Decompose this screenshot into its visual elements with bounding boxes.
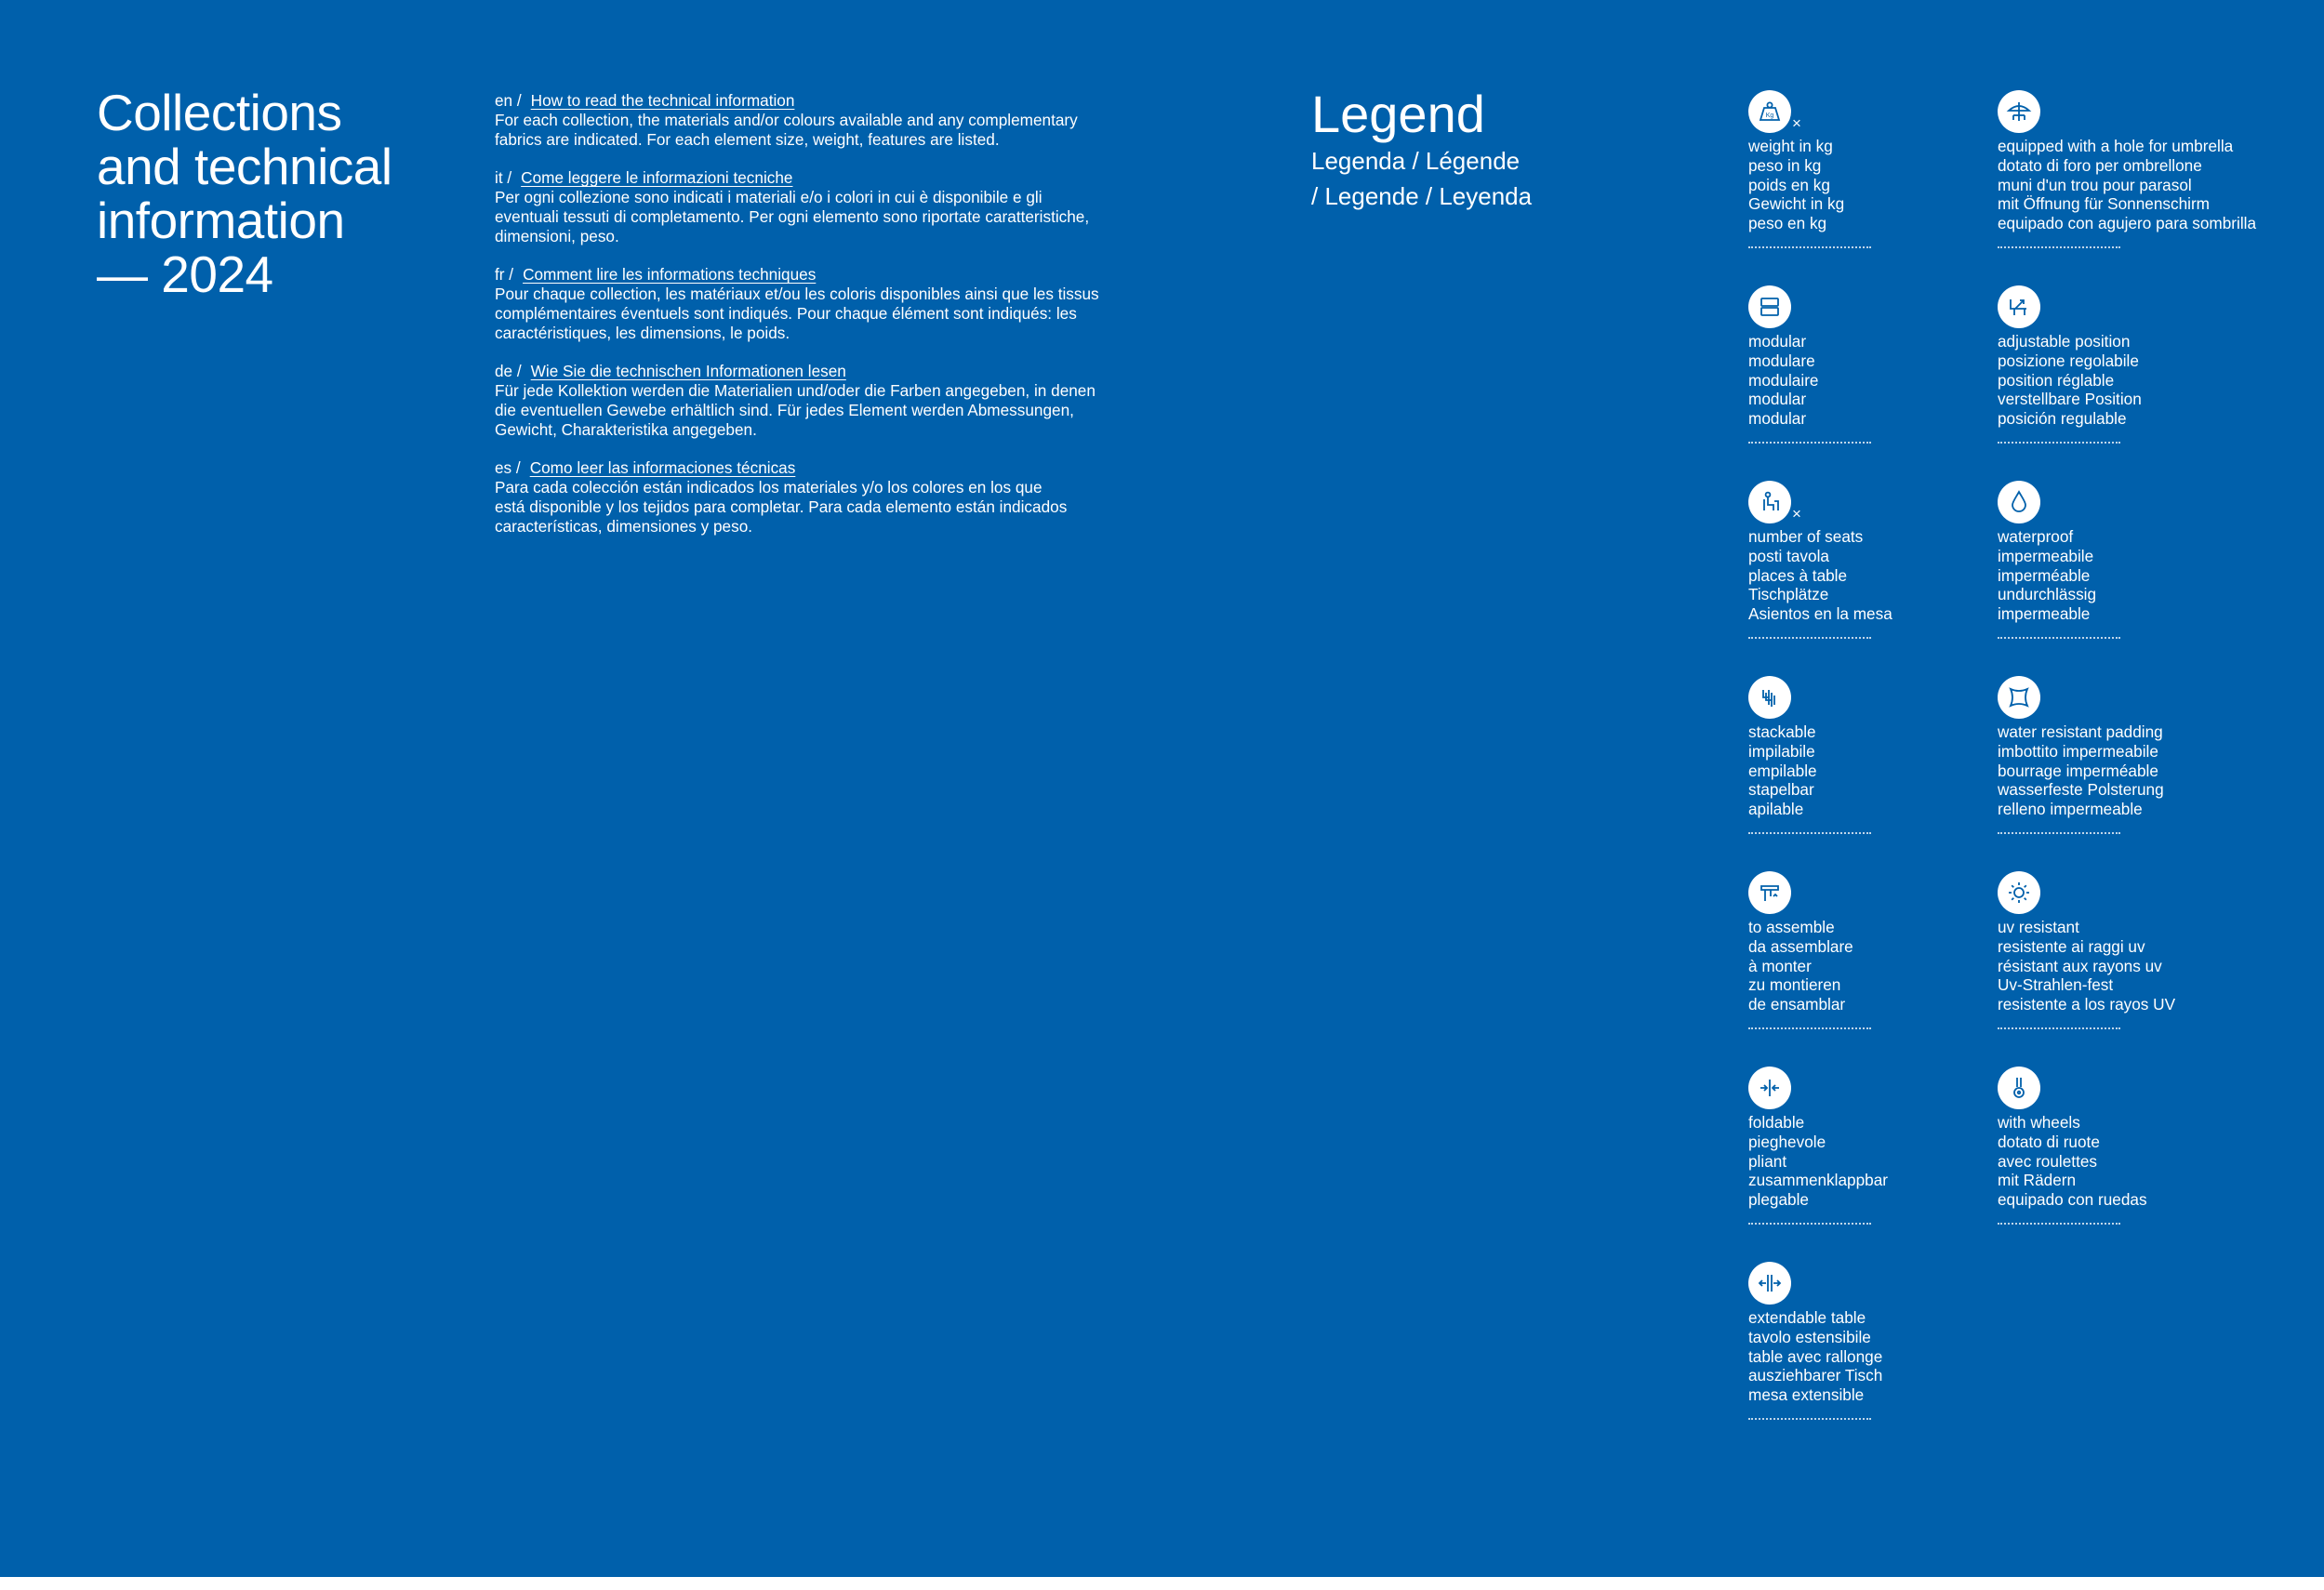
- water-resistant-padding-icon: [1998, 676, 2040, 719]
- page-title: [97, 86, 450, 301]
- legend-item-label: tavolo estensibile: [1748, 1327, 1871, 1346]
- legend-item-label: foldable: [1748, 1113, 1805, 1132]
- legend-item-label: adjustable position: [1998, 332, 2131, 351]
- instruction-line: Gewicht, Charakteristika angegeben.: [495, 419, 757, 439]
- legend-title: [1311, 86, 1590, 214]
- instruction-line: eventuali tessuti di completamento. Per ogni elemento sono riportate caratteristiche,: [495, 206, 1090, 226]
- legend-item-label: water resistant padding: [1998, 722, 2163, 741]
- legend-item-label: uv resistant: [1998, 918, 2079, 936]
- language-code: es /: [495, 458, 521, 478]
- legend-item-modular: [1748, 285, 1995, 444]
- legend-item-label: position réglable: [1998, 370, 2115, 390]
- instruction-line: For each collection, the materials and/or colours available and any complementary: [495, 110, 1078, 129]
- instruction-en: [495, 91, 1164, 149]
- legend-item-waterproof: [1998, 481, 2244, 639]
- dotted-divider: [1998, 442, 2120, 444]
- wheels-icon: [1998, 1067, 2040, 1109]
- legend-item-label: zu montieren: [1748, 975, 1841, 995]
- assemble-icon: [1748, 871, 1791, 914]
- legend-item-foldable: [1748, 1067, 1995, 1225]
- dotted-divider: [1748, 1418, 1871, 1420]
- legend-item-label: resistente a los rayos UV: [1998, 995, 2176, 1014]
- legend-subtitle: / Legende / Leyenda: [1311, 182, 1533, 210]
- legend-heading: Legend: [1311, 85, 1485, 143]
- legend-item-assemble: [1748, 871, 1995, 1029]
- legend-item-label: Gewicht in kg: [1748, 194, 1845, 214]
- dotted-divider: [1998, 1223, 2120, 1225]
- legend-item-label: Asientos en la mesa: [1748, 604, 1892, 624]
- seats-icon: [1748, 481, 1791, 523]
- legend-item-label: muni d'un trou pour parasol: [1998, 175, 2192, 194]
- instructions: [495, 91, 1164, 555]
- title-line: information: [97, 192, 345, 249]
- legend-item-label: impilabile: [1748, 741, 1815, 761]
- legend-item-label: pieghevole: [1748, 1132, 1826, 1151]
- instruction-heading: Comment lire les informations techniques: [523, 265, 817, 285]
- legend-item-label: stackable: [1748, 722, 1816, 741]
- legend-item-label: dotato di ruote: [1998, 1132, 2100, 1151]
- instruction-heading: Como leer las informaciones técnicas: [529, 458, 796, 478]
- title-line: and technical: [97, 138, 392, 195]
- legend-item-label: imbottito impermeabile: [1998, 741, 2158, 761]
- legend-item-label: mesa extensible: [1748, 1385, 1865, 1405]
- dotted-divider: [1998, 637, 2120, 639]
- weight-kg-icon: [1748, 90, 1791, 133]
- legend-item-seats: [1748, 481, 1995, 639]
- legend-item-stackable: [1748, 676, 1995, 834]
- legend-item-label: impermeabile: [1998, 546, 2094, 565]
- legend-item-label: table avec rallonge: [1748, 1346, 1883, 1366]
- waterproof-icon: [1998, 481, 2040, 523]
- legend-item-label: undurchlässig: [1998, 585, 2097, 604]
- instruction-line: Pour chaque collection, les matériaux et/ou les coloris disponibles ainsi que les tissus: [495, 284, 1099, 303]
- legend-item-label: modular: [1748, 409, 1807, 429]
- legend-item-label: places à table: [1748, 565, 1848, 585]
- instruction-de: [495, 362, 1164, 439]
- legend-item-label: bourrage imperméable: [1998, 761, 2158, 780]
- legend-item-label: imperméable: [1998, 565, 2091, 585]
- legend-item-label: mit Öffnung für Sonnenschirm: [1998, 194, 2211, 214]
- legend-item-label: equipped with a hole for umbrella: [1998, 137, 2234, 155]
- legend-item-label: Uv-Strahlen-fest: [1998, 975, 2114, 995]
- legend-item-label: mit Rädern: [1998, 1171, 2077, 1190]
- dotted-divider: [1998, 246, 2120, 248]
- legend-item-label: equipado con agujero para sombrilla: [1998, 214, 2257, 233]
- legend-item-label: empilable: [1748, 761, 1817, 780]
- language-code: fr /: [495, 265, 514, 285]
- legend-item-label: number of seats: [1748, 527, 1864, 546]
- legend-item-label: plegable: [1748, 1190, 1809, 1210]
- instruction-heading: Wie Sie die technischen Informationen lesen: [530, 362, 846, 381]
- legend-item-label: modulare: [1748, 351, 1815, 370]
- weight-icon-text: Kg: [1765, 113, 1774, 119]
- legend-item-label: modular: [1748, 390, 1807, 409]
- legend-item-extendable-table: [1748, 1262, 1995, 1420]
- stackable-icon: [1748, 676, 1791, 719]
- legend-item-water-resistant-padding: [1998, 676, 2244, 834]
- instruction-line: fabrics are indicated. For each element size, weight, features are listed.: [495, 129, 1000, 149]
- legend-item-label: verstellbare Position: [1998, 390, 2142, 409]
- umbrella-hole-icon: [1998, 90, 2040, 133]
- legend-item-umbrella-hole: [1998, 90, 2257, 248]
- extendable-table-icon: [1748, 1262, 1791, 1305]
- instruction-line: características, dimensiones y peso.: [495, 516, 753, 536]
- legend-item-label: dotato di foro per ombrellone: [1998, 155, 2202, 175]
- legend-item-label: peso in kg: [1748, 155, 1822, 175]
- instruction-line: Für jede Kollektion werden die Materialien und/oder die Farben angegeben, in denen: [495, 380, 1096, 400]
- legend-item-adjustable-position: [1998, 285, 2244, 444]
- legend-item-wheels: [1998, 1067, 2244, 1225]
- legend-item-label: wasserfeste Polsterung: [1998, 780, 2164, 800]
- times-mark: ×: [1792, 114, 1801, 132]
- dotted-divider: [1748, 637, 1871, 639]
- foldable-icon: [1748, 1067, 1791, 1109]
- legend-item-label: equipado con ruedas: [1998, 1190, 2147, 1210]
- dotted-divider: [1748, 246, 1871, 248]
- legend-item-label: de ensamblar: [1748, 995, 1846, 1014]
- title-line: Collections: [97, 84, 342, 141]
- legend-item-label: with wheels: [1998, 1113, 2080, 1132]
- legend-subtitle: Legenda / Légende: [1311, 147, 1521, 175]
- instruction-line: Per ogni collezione sono indicati i materiali e/o i colori in cui è disponibile e gli: [495, 187, 1042, 206]
- instruction-fr: [495, 265, 1164, 342]
- legend-item-label: Tischplätze: [1748, 585, 1829, 604]
- legend-item-label: à monter: [1748, 956, 1812, 975]
- legend-item-label: posizione regolabile: [1998, 351, 2139, 370]
- uv-resistant-icon: [1998, 871, 2040, 914]
- legend-item-uv-resistant: [1998, 871, 2244, 1029]
- dotted-divider: [1748, 1223, 1871, 1225]
- dotted-divider: [1748, 832, 1871, 834]
- legend-item-label: extendable table: [1748, 1308, 1866, 1327]
- instruction-line: caractéristiques, les dimensions, le poids.: [495, 323, 790, 342]
- title-line: — 2024: [97, 245, 273, 303]
- instruction-heading: How to read the technical information: [530, 91, 795, 110]
- dotted-divider: [1998, 832, 2120, 834]
- legend-item-label: peso en kg: [1748, 214, 1827, 233]
- dotted-divider: [1998, 1027, 2120, 1029]
- instruction-line: complémentaires éventuels sont indiqués. Pour chaque élément sont indiqués: les: [495, 303, 1077, 323]
- legend-item-label: avec roulettes: [1998, 1151, 2098, 1171]
- legend-item-label: zusammenklappbar: [1748, 1171, 1888, 1190]
- modular-icon: [1748, 285, 1791, 328]
- legend-item-label: weight in kg: [1748, 137, 1833, 155]
- legend-item-label: posti tavola: [1748, 546, 1829, 565]
- legend-item-label: pliant: [1748, 1151, 1787, 1171]
- language-code: it /: [495, 168, 512, 188]
- legend-item-label: impermeable: [1998, 604, 2091, 624]
- dotted-divider: [1748, 442, 1871, 444]
- legend-item-label: apilable: [1748, 800, 1804, 819]
- instruction-line: Para cada colección están indicados los materiales y/o los colores en los que: [495, 477, 1042, 497]
- legend-item-label: da assemblare: [1748, 936, 1853, 956]
- instruction-es: [495, 458, 1164, 536]
- instruction-it: [495, 168, 1164, 245]
- language-code: de /: [495, 362, 522, 381]
- legend-item-label: resistente ai raggi uv: [1998, 936, 2145, 956]
- legend-item-label: to assemble: [1748, 918, 1835, 936]
- page-edge: [0, 1577, 2324, 1590]
- legend-item-label: poids en kg: [1748, 175, 1830, 194]
- legend-item-label: stapelbar: [1748, 780, 1814, 800]
- legend-item-label: posición regulable: [1998, 409, 2127, 429]
- language-code: en /: [495, 91, 522, 110]
- legend-item-label: modular: [1748, 332, 1807, 351]
- instruction-line: die eventuellen Gewebe erhältlich sind. Für jedes Element werden Abmessungen,: [495, 400, 1074, 419]
- legend-item-label: relleno impermeable: [1998, 800, 2143, 819]
- instruction-line: dimensioni, peso.: [495, 226, 619, 245]
- legend-item-weight: [1748, 90, 1995, 248]
- legend-item-label: modulaire: [1748, 370, 1819, 390]
- times-mark: ×: [1792, 505, 1801, 523]
- legend-item-label: ausziehbarer Tisch: [1748, 1366, 1883, 1385]
- adjustable-position-icon: [1998, 285, 2040, 328]
- dotted-divider: [1748, 1027, 1871, 1029]
- instruction-line: está disponible y los tejidos para completar. Para cada elemento están indicados: [495, 497, 1068, 516]
- instruction-heading: Come leggere le informazioni tecniche: [521, 168, 793, 188]
- legend-item-label: résistant aux rayons uv: [1998, 956, 2162, 975]
- legend-item-label: waterproof: [1998, 527, 2074, 546]
